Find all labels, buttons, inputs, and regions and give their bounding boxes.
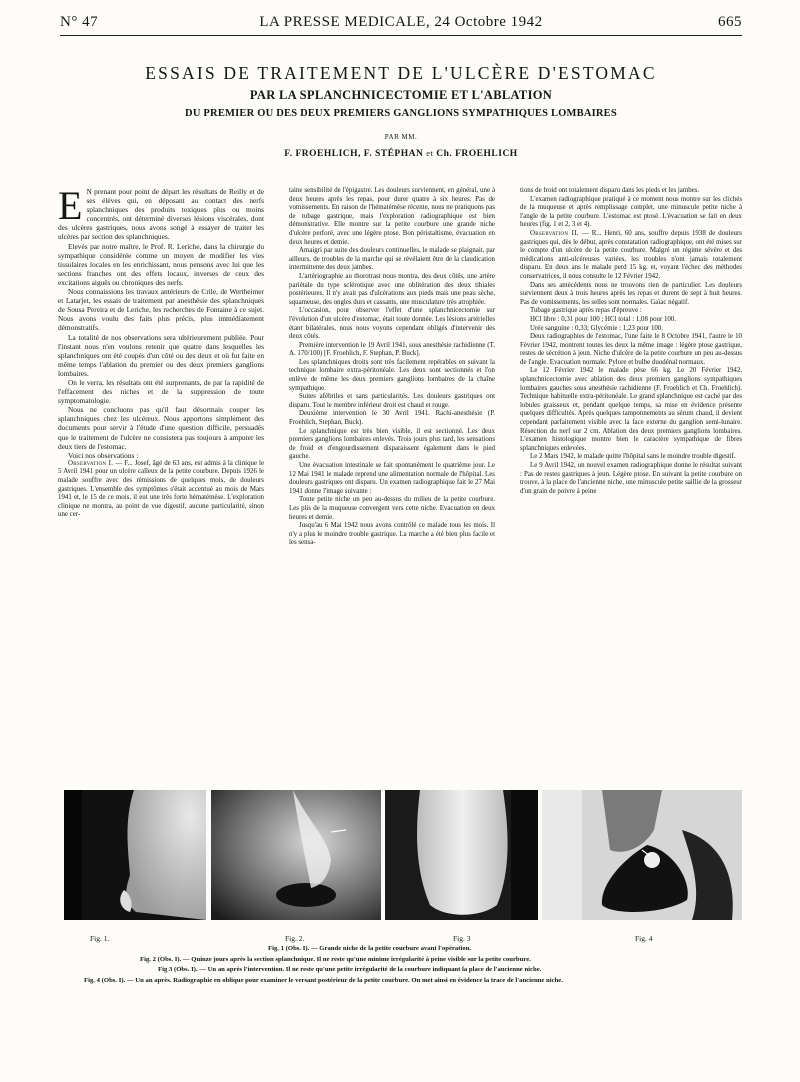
- figure-3-radiograph: [385, 790, 538, 920]
- paragraph: Dans ses antécédents nous ne trouvons rien de particulier. Les douleurs surviennent deux à trois heures après les repas et durent de sept à huit heures. Pas de vomissements, les selles sont normales. Gaïac négatif.: [520, 281, 742, 306]
- paragraph: Nous connaissions les travaux antérieurs de Crile, de Wertheimer et Latarjet, les essais de traitement par anesthésie des splanchniques de Sousa Pereira et de Leriche, les recherches de Fontaine à ce sujet. Nous avons voulu des faits plus précis, plus immédiatement démonstratifs.: [58, 287, 264, 333]
- text-column-1: [58, 187, 264, 783]
- paragraph: Urée sanguine : 0,33; Glycémie : 1,23 pour 100.: [530, 324, 663, 332]
- figure-4-label: Fig. 4: [635, 934, 653, 943]
- paragraph: Amaigri par suite des douleurs continuelles, le malade se plaignait, par ailleurs, de troubles de la marche qui se révélaient être de la claudication intermittente des deux jambes.: [289, 247, 495, 272]
- paragraph: La totalité de nos observations sera ultérieurement publiée. Pour l'instant nous n'en voulons retenir que quatre dans lesquelles les splanchniques ont été coupés d'un côté ou des deux et où fut faite en même temps l'ablation du premier ou des deux premiers ganglions lombaires.: [58, 332, 264, 378]
- paragraph: Le 9 Avril 1942, un nouvel examen radiographique donne le résultat suivant : Pas de restes gastriques à jeun. Légère ptose. En suivant la petite courbure on trouve, à la place de l'ancienne niche, une minuscule petite saillie de la grosseur d'un grain de poivre à peine: [520, 462, 742, 495]
- text-column-3: [520, 187, 742, 783]
- figure-2-radiograph: [211, 790, 381, 920]
- journal-title: LA PRESSE MEDICALE, 24 Octobre 1942: [259, 14, 543, 30]
- figure-2-label: Fig. 2.: [285, 934, 305, 943]
- paragraph: On le verra, les résultats ont été surprenants, de par la rapidité de l'effacement des niches et de la suppression de toute symptomatologie.: [58, 377, 264, 406]
- figure-1-label: Fig. 1.: [90, 934, 110, 943]
- drop-cap: E: [58, 187, 83, 228]
- authors: [60, 148, 742, 159]
- observation-label: Observation II.: [530, 229, 579, 237]
- paragraph: Le 12 Février 1942 le malade pèse 66 kg. Le 20 Février 1942, splanchnicectomie avec ablation des deux premiers ganglions sympathiques lombaires gauches sous anesthésie rachidienne (F. Froehlich et Ch. Froehlich). Technique habituelle extra-péritonéale. Le grand splanchnique est caché par des lobules graisseux et, pendant quelque temps, sa mise en évidence présente quelques difficultés. Après quelques tamponnements au sérum chaud, il devient cependant parfaitement visible avec la face externe du ganglion semi-lunaire. Résection du nerf sur 2 cm. Ablation des deux premiers ganglions lombaires. L'examen histologique montre bien le caractère sympathique de fibres splanchniques enlevées.: [520, 367, 742, 452]
- paragraph: Première intervention le 19 Avril 1941, sous anesthésie rachidienne (T. A. 170/100) [F. Froehlich, F. Stephan, P. Buck].: [289, 341, 495, 358]
- running-header: [60, 14, 742, 32]
- figure-1-radiograph: [64, 790, 206, 920]
- paragraph: Jusqu'au 6 Mai 1942 nous avons contrôlé ce malade tous les mois. Il n'y a plus le moindre trouble gastrique. La marche a été bien plus facile et les sensa-: [289, 522, 495, 547]
- figure-4-radiograph: [542, 790, 742, 920]
- byline-par: PAR MM.: [384, 133, 418, 141]
- paragraph: L'artériographie au thorotrast nous montra, des deux côtés, une artère pariétale du type sclérotique avec une oblitération des deux tibiales postérieures. Il n'y avait pas d'ulcérations aux pieds mais une peau sèche, squameuse, des ongles durs et cassants, une musculature très atrophiée.: [289, 272, 495, 306]
- paragraph: taine sensibilité de l'épigastre. Les douleurs surviennent, en général, une à deux heures après les repas, pour durer quatre à six heures. Pas de vomissements. En raison de l'hématémèse récente, nous ne pratiquons pas de tubage gastrique, mais l'exploration radiographique est bien démonstrative. Elle montre sur la petite courbure une grande niche d'ulcère perforé, avec une légère ptose. Bon péristaltisme, évacuation en deux heures et demie.: [289, 187, 495, 246]
- issue-number: N° 47: [60, 14, 99, 30]
- figure-captions: [60, 944, 742, 987]
- paragraph: E N prenant pour point de départ les résultats de Reilly et de ses élèves qui, en déposant au contact des nerfs splanchniques des produits toxiques plus ou moins concentrés, ont déterminé diverses lésions viscérales, dont des ulcères gastriques, nous avons songé à essayer de traiter les ulcères par section des splanchniques.: [58, 187, 264, 242]
- article-subtitle: PAR LA SPLANCHNICECTOMIE ET L'ABLATION: [249, 88, 553, 102]
- authors-et: et: [426, 148, 434, 158]
- article-title: ESSAIS DE TRAITEMENT DE L'ULCÈRE D'ESTOMAC: [145, 63, 657, 83]
- text-column-2: [289, 187, 495, 783]
- header-rule: [60, 35, 742, 36]
- caption-fig1: Fig. 1 (Obs. I). — Grande niche de la petite courbure avant l'opération.: [268, 945, 472, 952]
- paragraph: Deuxième intervention le 30 Avril 1941. Rachi-anesthésie (P. Froehlich, Stephan, Buck).: [289, 410, 495, 427]
- paragraph: Le 2 Mars 1942, le malade quitte l'hôpital sans le moindre trouble digestif.: [530, 453, 736, 461]
- paragraph: Le splanchnique est très bien visible, il est sectionné. Les deux premiers ganglions lombaires enlevés. Trois jours plus tard, les sensations de froid et d'engourdissement disparaissent également dans le pied gauche.: [289, 427, 495, 461]
- paragraph: Suites afébriles et sans particularités. Les douleurs gastriques ont disparu. Tout le membre inférieur droit est chaud et rouge.: [289, 393, 495, 409]
- paragraph: Une évacuation intestinale se fait spontanément le quatrième jour. Le 12 Mai 1941 le malade reprend une alimentation normale de l'hôpital. Les douleurs gastriques ont disparu. Un examen radiographique fait le 27 Mai 1941 donne l'image suivante :: [289, 462, 495, 495]
- paragraph: Tubage gastrique après repas d'épreuve :: [530, 307, 642, 315]
- paragraph: Deux radiographies de l'estomac, l'une faite le 8 Octobre 1941, l'autre le 10 Février 1942, montrent toutes les deux la même image : légère ptose gastrique, restes de sécrétion à jeun. Niche d'ulcère de la petite courbure un peu au-dessus de l'angle. Evacuation normale. Pylore et bulbe duodénal normaux.: [520, 333, 742, 366]
- paragraph: L'occasion, pour observer l'effet d'une splanchnicectomie sur l'évolution d'un ulcère d'estomac, était toute donnée. Les lésions artérielles étant bilatérales, nous nous voyons cependant obligés d'intervenir des deux côtés.: [289, 307, 495, 341]
- paragraph: Toute petite niche un peu au-dessus du milieu de la petite courbure. Les plis de la muqueuse convergent vers cette niche. Evacuation en deux heures et demie.: [289, 496, 495, 521]
- paragraph: HCl libre : 0,31 pour 100 ; HCl total : 1,08 pour 100.: [530, 315, 677, 323]
- paragraph: tions de froid ont totalement disparu dans les pieds et les jambes.: [520, 187, 700, 194]
- observation-paragraph: Observation I. — F... Josef, âgé de 63 ans, est admis à la clinique le 5 Avril 1941 pour un ulcère calleux de la petite courbure. Depuis 1926 le malade souffre avec des rémissions de quelques mois, de douleurs gastriques. L'ensemble des symptômes s'était accentué au mois de Mars 1941 et, le 15 de ce mois, il eut une très forte hématémèse. L'exploration clinique ne montra, au point de vue digestif, aucune particularité, sinon une cer-: [58, 459, 264, 519]
- figure-3-label: Fig. 3: [453, 934, 471, 943]
- observation-paragraph: Observation II. — R... Henri, 60 ans, souffre depuis 1938 de douleurs gastriques qui, dès le début, après constatation radiographique, ont été mises sur le compte d'un ulcère de la petite courbure. Malgré un régime sévère et des médications anti-ulcéreuses variées, les troubles n'ont jamais totalement disparu. En deux ans le malade perd 15 kg. et, voyant l'échec des méthodes conservatrices, il nous consulte le 12 Février 1942.: [520, 229, 742, 280]
- paragraph: Voici nos observations :: [68, 450, 139, 460]
- paragraph: Les splanchniques droits sont très facilement repérables en suivant la technique lombaire extra-péritonéale. Les deux sont sectionnés et l'on enlève de même les deux premiers ganglions lombaires de la chaîne sympathique.: [289, 358, 495, 392]
- article-subtitle-2: DU PREMIER OU DES DEUX PREMIERS GANGLIONS SYMPATHIQUES LOMBAIRES: [185, 108, 617, 119]
- authors-last: Ch. FROEHLICH: [436, 149, 518, 159]
- caption-fig3: Fig 3 (Obs. I). — Un an après l'intervention. Il ne reste qu'une petite irrégularité de la courbure indiquant la place de l'ancienne niche.: [158, 966, 542, 974]
- paragraph: Elevés par notre maître, le Prof. R. Leriche, dans la chirurgie du sympathique considérée comme un moyen de modifier les vies tissulaires locales en les enrichissant, nous pensons avec lui que les sections franches ont des effets locaux, inverses de ceux des excitations aiguës ou chroniques des nerfs.: [58, 241, 264, 287]
- observation-label: Observation I.: [68, 459, 114, 467]
- paragraph: Nous ne concluons pas qu'il faut désormais couper les splanchniques chez les ulcéreux. Nous apportons simplement des documents pour servir à l'étude d'une question difficile, persuadés que le traitement de l'ulcère ne consistera pas toujours à amputer les deux tiers de l'estomac.: [58, 405, 264, 451]
- caption-fig2: Fig. 2 (Obs. I). — Quinze jours après la section splanchnique. Il ne reste qu'une minime irrégularité à peine visible sur la petite courbure.: [140, 955, 531, 963]
- page-number: 665: [718, 14, 742, 30]
- paragraph: L'examen radiographique pratiqué à ce moment nous montre sur les clichés de la muqueuse et après remplissage complet, une minuscule petite niche à l'angle de la petite courbure. L'estomac est ptosé. L'évacuation se fait en deux heures (fig. 1 et 2, 3 et 4).: [520, 195, 742, 229]
- authors-first: F. FROEHLICH, F. STÉPHAN: [284, 149, 424, 159]
- caption-fig4: Fig. 4 (Obs. I). — Un an après. Radiographie en oblique pour examiner le versant postérieur de la petite courbure. On met ainsi en évidence la trace de l'ancienne niche.: [84, 977, 563, 985]
